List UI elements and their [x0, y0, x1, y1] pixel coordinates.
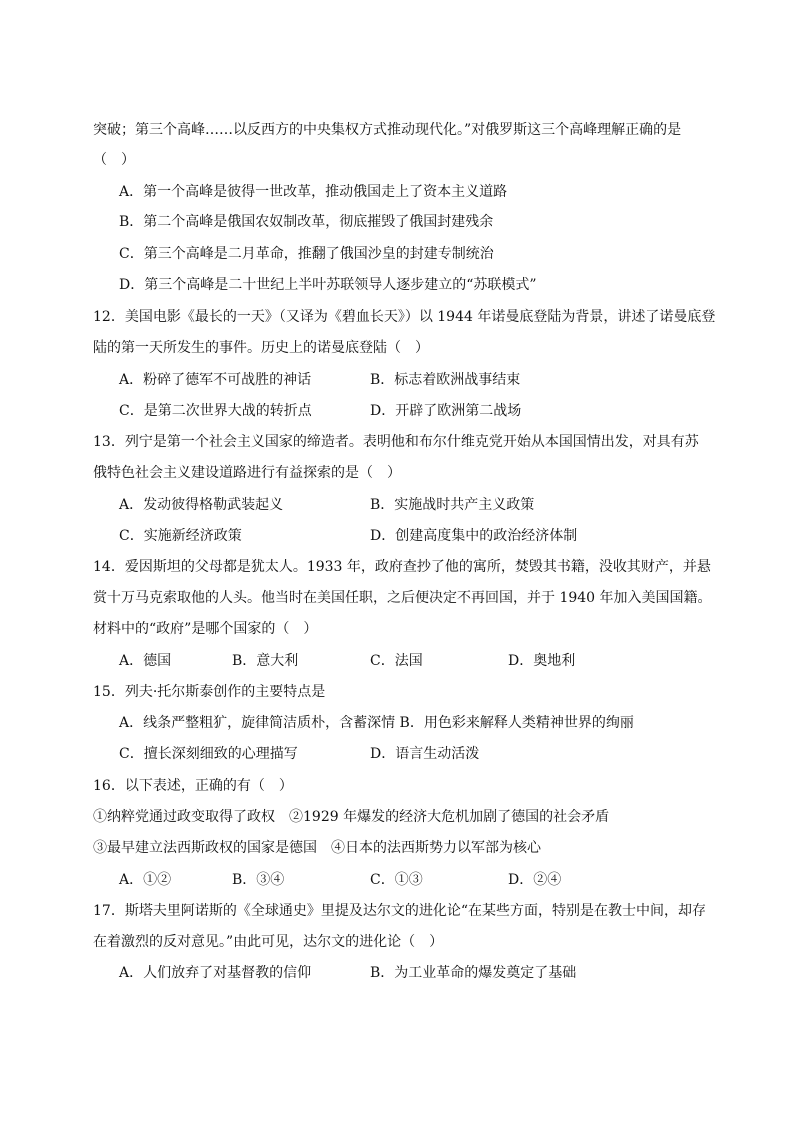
- q12-stem: 12．美国电影《最长的一天》（又译为《碧血长天》）以 1944 年诺曼底登陆为背景，讲述了诺曼底登: [93, 309, 716, 325]
- q14-option-c: C．法国: [370, 653, 423, 669]
- q13-option-d: D．创建高度集中的政治经济体制: [370, 528, 578, 544]
- q17-option-a: A．人们放弃了对基督教的信仰: [119, 965, 312, 981]
- q14-stem-cont: 赏十万马克索取他的人头。他当时在美国任职，之后便决定不再回国，并于 1940 年加入美国国籍。: [93, 590, 712, 606]
- q11-paren: （ ）: [93, 152, 135, 168]
- q11-option-d: D．第三个高峰是二十世纪上半叶苏联领导人逐步建立的“苏联模式”: [119, 277, 537, 293]
- q11-option-b: B．第二个高峰是俄国农奴制改革，彻底摧毁了俄国封建残余: [119, 214, 494, 230]
- q12-stem-cont: 陆的第一天所发生的事件。历史上的诺曼底登陆（ ）: [93, 340, 429, 356]
- q14-option-d: D．奥地利: [508, 653, 576, 669]
- q16-option-c: C．①③: [370, 872, 423, 888]
- q13-option-a: A．发动彼得格勒武装起义: [119, 497, 284, 513]
- q17-option-b: B．为工业革命的爆发奠定了基础: [370, 965, 577, 981]
- q17-stem: 17．斯塔夫里阿诺斯的《全球通史》里提及达尔文的进化论“在某些方面，特别是在教士中间，却存: [93, 903, 706, 919]
- q15-option-c: C．擅长深刻细致的心理描写: [119, 746, 298, 762]
- q16-statements-2: ③最早建立法西斯政权的国家是德国 ④日本的法西斯势力以军部为核心: [93, 840, 541, 856]
- q14-stem: 14．爱因斯坦的父母都是犹太人。1933 年，政府查抄了他的寓所，焚毁其书籍，没收其财产，并悬: [93, 559, 711, 575]
- q16-option-b: B．③④: [232, 872, 285, 888]
- q11-option-c: C．第三个高峰是二月革命，推翻了俄国沙皇的封建专制统治: [119, 246, 494, 262]
- q12-option-a: A．粉碎了德军不可战胜的神话: [119, 372, 312, 388]
- q12-option-b: B．标志着欧洲战事结束: [370, 372, 521, 388]
- q16-option-d: D．②④: [508, 872, 562, 888]
- q15-option-d: D．语言生动活泼: [370, 746, 480, 762]
- q11-stem: 突破；第三个高峰……以反西方的中央集权方式推动现代化。”对俄罗斯这三个高峰理解正确的是: [93, 122, 682, 138]
- q12-option-c: C．是第二次世界大战的转折点: [119, 403, 312, 419]
- q14-option-a: A．德国: [119, 653, 172, 669]
- q14-option-b: B．意大利: [232, 653, 299, 669]
- q15-options-ab: A．线条严整粗犷，旋律简洁质朴，含蓄深情 B．用色彩来解释人类精神世界的绚丽: [119, 715, 634, 731]
- q13-stem: 13．列宁是第一个社会主义国家的缔造者。表明他和布尔什维克党开始从本国国情出发，对具有苏: [93, 434, 699, 450]
- q13-option-c: C．实施新经济政策: [119, 528, 242, 544]
- q16-option-a: A．①②: [119, 872, 172, 888]
- q16-stem: 16．以下表述，正确的有（ ）: [93, 778, 293, 794]
- q13-stem-cont: 俄特色社会主义建设道路进行有益探索的是（ ）: [93, 465, 401, 481]
- q15-stem: 15．列夫·托尔斯泰创作的主要特点是: [93, 684, 326, 700]
- q12-option-d: D．开辟了欧洲第二战场: [370, 403, 522, 419]
- q11-option-a: A．第一个高峰是彼得一世改革，推动俄国走上了资本主义道路: [119, 184, 508, 200]
- q14-stem-cont2: 材料中的“政府”是哪个国家的（ ）: [93, 621, 318, 637]
- q16-statements-1: ①纳粹党通过政变取得了政权 ②1929 年爆发的经济大危机加剧了德国的社会矛盾: [93, 809, 610, 825]
- q13-option-b: B．实施战时共产主义政策: [370, 497, 535, 513]
- q17-stem-cont: 在着激烈的反对意见。”由此可见，达尔文的进化论（ ）: [93, 934, 444, 950]
